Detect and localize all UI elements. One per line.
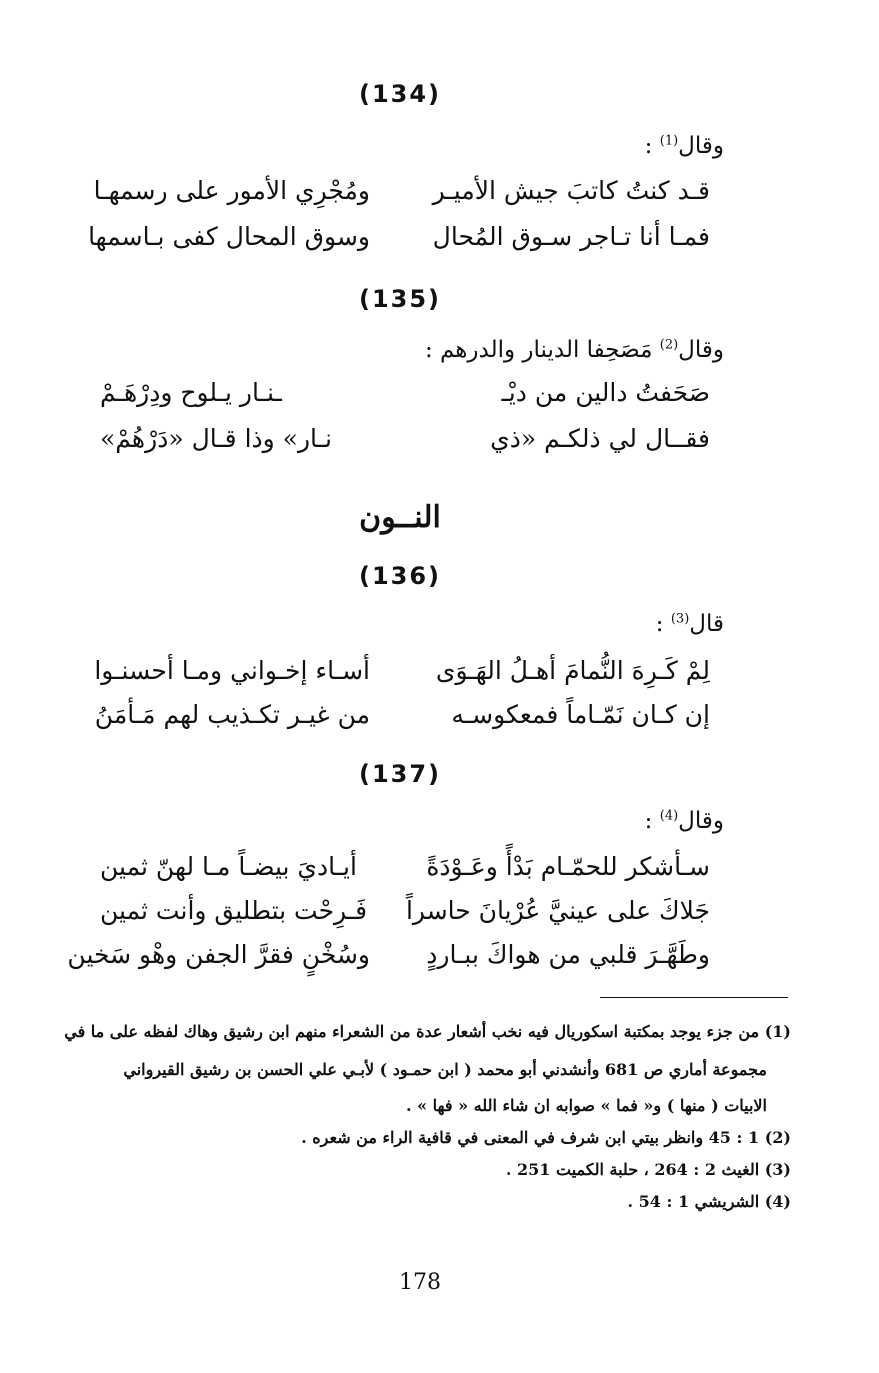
poem-intro bbox=[656, 611, 724, 637]
intro-word: قال bbox=[689, 611, 724, 637]
verse-line bbox=[88, 222, 710, 264]
verse-line bbox=[100, 378, 710, 420]
second-hemistich: فَـرِحْت بتطليق وأنت ثمين bbox=[100, 896, 368, 925]
intro-word: وقال bbox=[678, 133, 724, 159]
first-hemistich: فمـا أنا تـاجر سـوق المُحال bbox=[432, 222, 710, 251]
footnote-ref: (4) bbox=[659, 808, 679, 824]
second-hemistich: أسـاء إخـواني ومـا أحسنـوا bbox=[94, 656, 370, 685]
poem-intro bbox=[645, 808, 724, 834]
poem-intro bbox=[645, 133, 724, 159]
verse-line bbox=[100, 424, 710, 466]
poem-intro bbox=[425, 337, 724, 363]
footnote-mark: (1) bbox=[764, 1022, 791, 1041]
footnote-mark: (3) bbox=[764, 1160, 791, 1179]
footnote bbox=[506, 1160, 791, 1179]
footnote-ref: (3) bbox=[670, 611, 690, 627]
poem-number: (136) bbox=[358, 562, 442, 590]
footnote-text: 1 : 45 وانظر بيتي ابن شرف في المعنى في قافية الراء من شعره . bbox=[301, 1128, 765, 1147]
verse-line bbox=[93, 176, 710, 218]
intro-tail: : bbox=[644, 133, 660, 159]
footnote-mark: (2) bbox=[764, 1128, 791, 1147]
first-hemistich: إن كـان نَمّـاماً فمعكوسـه bbox=[451, 700, 710, 729]
footnote bbox=[406, 1096, 767, 1115]
first-hemistich: صَحَفتُ دالين من ديْـ bbox=[501, 378, 710, 407]
poem-number: (134) bbox=[358, 80, 442, 108]
intro-tail: : bbox=[655, 611, 671, 637]
page-number: 178 bbox=[399, 1270, 441, 1295]
first-hemistich: وطَهَّـرَ قلبي من هواكَ ببـاردٍ bbox=[426, 940, 710, 969]
intro-tail: : bbox=[644, 808, 660, 834]
second-hemistich: أيـاديَ بيضـاً مـا لهنّ ثمين bbox=[100, 852, 357, 881]
second-hemistich: ـنـار يـلوح ودِرْهَـمْ bbox=[100, 378, 282, 407]
footnote-mark: (4) bbox=[764, 1192, 791, 1211]
intro-word: وقال bbox=[678, 337, 724, 363]
footnote bbox=[123, 1060, 767, 1079]
first-hemistich: لِمْ كَـرِهَ النُّمامَ أهـلُ الهَـوَى bbox=[435, 656, 710, 685]
footnote-text: الابيات ( منها ) و« فما » صوابه ان شاء الله « فها » . bbox=[405, 1096, 767, 1115]
second-hemistich: نـار» وذا قـال «دَرْهُمْ» bbox=[100, 424, 332, 453]
footnote bbox=[64, 1022, 791, 1041]
first-hemistich: سـأشكر للحمّـام بَدْأً وعَـوْدَةً bbox=[426, 852, 710, 881]
footnote bbox=[301, 1128, 791, 1147]
section-heading: النــون bbox=[359, 500, 441, 535]
second-hemistich: ومُجْرِي الأمور على رسمهـا bbox=[93, 176, 370, 205]
poem-number: (135) bbox=[358, 285, 442, 313]
footnote-text: مجموعة أماري ص 681 وأنشدني أبو محمد ( ابن حمـود ) لأبـي علي الحسن بن رشيق القيرواني bbox=[123, 1060, 767, 1079]
footnote-ref: (2) bbox=[659, 337, 679, 353]
verse-line bbox=[67, 940, 710, 982]
verse-line bbox=[94, 656, 710, 698]
footnote-ref: (1) bbox=[659, 133, 679, 149]
intro-tail: مَصَحِفا الدينار والدرهم : bbox=[424, 337, 660, 363]
verse-line bbox=[100, 896, 710, 938]
first-hemistich: جَلاكَ على عينيَّ عُرْيانَ حاسراً bbox=[405, 896, 710, 925]
verse-line bbox=[100, 852, 710, 894]
second-hemistich: وسوق المحال كفى بـاسمها bbox=[88, 222, 370, 251]
poem-number: (137) bbox=[358, 760, 442, 788]
verse-line bbox=[94, 700, 710, 742]
footnote-text: الشريشي 1 : 54 . bbox=[627, 1192, 765, 1211]
first-hemistich: قـد كنتُ كاتبَ جيش الأميـر bbox=[432, 176, 710, 205]
second-hemistich: من غيـر تكـذيب لهم مَـأمَنُ bbox=[94, 700, 370, 729]
first-hemistich: فقــال لي ذلكـم «ذي bbox=[490, 424, 710, 453]
intro-word: وقال bbox=[678, 808, 724, 834]
footnote-separator bbox=[600, 997, 788, 998]
footnote-text: من جزء يوجد بمكتبة اسكوريال فيه نخب أشعار عدة من الشعراء منهم ابن رشيق وهاك لفظه على ما في bbox=[64, 1022, 765, 1041]
second-hemistich: وسُخْنٍ فقرَّ الجفن وهْو سَخين bbox=[67, 940, 370, 969]
footnote-text: الغيث 2 : 264 ، حلبة الكميت 251 . bbox=[505, 1160, 765, 1179]
footnote bbox=[627, 1192, 791, 1211]
